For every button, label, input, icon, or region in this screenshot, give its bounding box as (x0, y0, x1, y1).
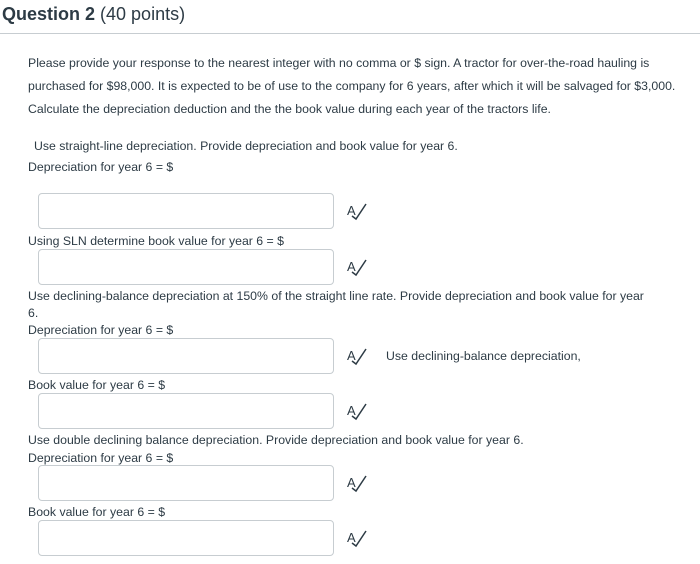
svg-text:A: A (347, 348, 356, 363)
spellcheck-icon[interactable] (346, 201, 368, 221)
svg-text:A: A (347, 259, 356, 274)
spellcheck-icon[interactable] (346, 346, 368, 366)
db150-bookvalue-label: Book value for year 6 = $ (28, 378, 166, 392)
sln-depreciation-label: Depreciation for year 6 = $ (28, 160, 174, 174)
db150-bookvalue-input[interactable] (38, 393, 334, 429)
spellcheck-icon[interactable] (346, 473, 368, 493)
question-number: Question 2 (2, 4, 96, 24)
ddb-bookvalue-input[interactable] (38, 520, 334, 556)
ddb-depreciation-label: Depreciation for year 6 = $ (28, 451, 174, 465)
svg-text:A: A (347, 475, 356, 490)
question-title (2, 4, 185, 25)
db150-depreciation-label: Depreciation for year 6 = $ (28, 323, 174, 337)
db150-instruction-line1: Use declining-balance depreciation at 150% of the straight line rate. Provide depreciation and book value for year (28, 289, 644, 303)
svg-text:A: A (347, 530, 356, 545)
spellcheck-icon[interactable] (346, 528, 368, 548)
sln-bookvalue-input[interactable] (38, 249, 334, 285)
ddb-bookvalue-label: Book value for year 6 = $ (28, 505, 166, 519)
ddb-instruction: Use double declining balance depreciation. Provide depreciation and book value for year 6. (28, 433, 524, 447)
db150-note: Use declining-balance depreciation, (386, 349, 581, 363)
question-header (0, 0, 700, 34)
db150-instruction-line2: 6. (28, 306, 39, 320)
sln-instruction: Use straight-line depreciation. Provide depreciation and book value for year 6. (34, 139, 458, 153)
svg-text:A: A (347, 403, 356, 418)
svg-text:A: A (347, 203, 356, 218)
spellcheck-icon[interactable] (346, 257, 368, 277)
question-points: (40 points) (100, 4, 186, 24)
ddb-depreciation-input[interactable] (38, 465, 334, 501)
question-prompt: Please provide your response to the nearest integer with no comma or $ sign. A tractor for over-the-road hauling is purchased for $98,000. It is expected to be of use to the company for 6 years, after which it will be salvaged for $3,000. Calculate the depreciation deduction and the the book value during each year of the tractors life. (28, 56, 676, 116)
spellcheck-icon[interactable] (346, 401, 368, 421)
db150-depreciation-input[interactable] (38, 338, 334, 374)
sln-depreciation-input[interactable] (38, 193, 334, 229)
sln-bookvalue-label: Using SLN determine book value for year 6 = $ (28, 234, 284, 248)
